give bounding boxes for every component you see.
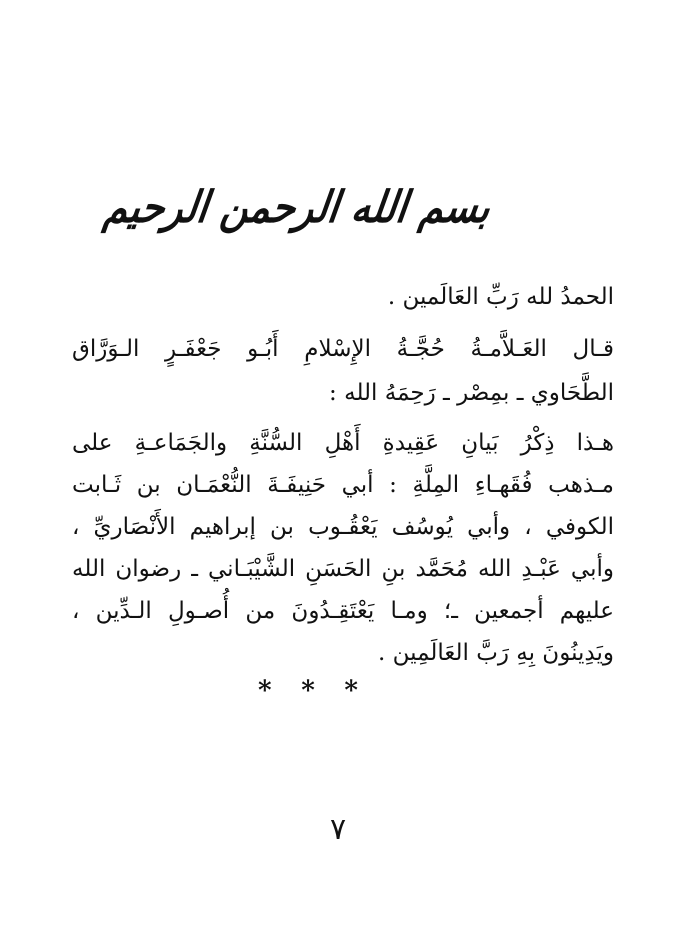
body-line: عليهم أجمعين ـ؛ ومـا يَعْتَقِـدُونَ من أُصـولِ الـدِّين ، [72, 598, 614, 624]
star-ornament: * [301, 676, 315, 706]
body-line: الكوفي ، وأبي يُوسُف يَعْقُـوب بن إبراهيم الأَنْصَاريِّ ، [72, 514, 614, 540]
star-ornament: * [258, 676, 272, 706]
body-line: هـذا ذِكْرُ بَيانِ عَقِيدةِ أَهْلِ السُّنَّةِ والجَمَاعـةِ على [72, 430, 614, 456]
body-line: وأبي عَبْـدِ الله مُحَمَّد بنِ الحَسَنِ الشَّيْبَـاني ـ رضوان الله [72, 556, 614, 582]
body-line: قـال العَـلاَّمـةُ حُجَّـةُ الإِسْلامِ أَبُـو جَعْفَـرٍ الـوَرَّاق [72, 336, 614, 362]
body-line: مـذهب فُقَهـاءِ المِلَّةِ : أبي حَنِيفَـةَ النُّعْمَـان بن ثَـابت [72, 472, 614, 498]
basmala-calligraphy: بسم الله الرحمن الرحيم [101, 180, 494, 233]
body-line: ويَدِينُونَ بِهِ رَبَّ العَالَمِين . [378, 640, 614, 666]
praise-line: الحمدُ لله رَبِّ العَالَمين . [387, 284, 614, 310]
section-divider-stars [258, 676, 358, 706]
page-number: ٧ [329, 812, 347, 847]
star-ornament: * [344, 676, 358, 706]
body-line: الطَّحَاوي ـ بمِصْر ـ رَحِمَهُ الله : [329, 380, 614, 406]
